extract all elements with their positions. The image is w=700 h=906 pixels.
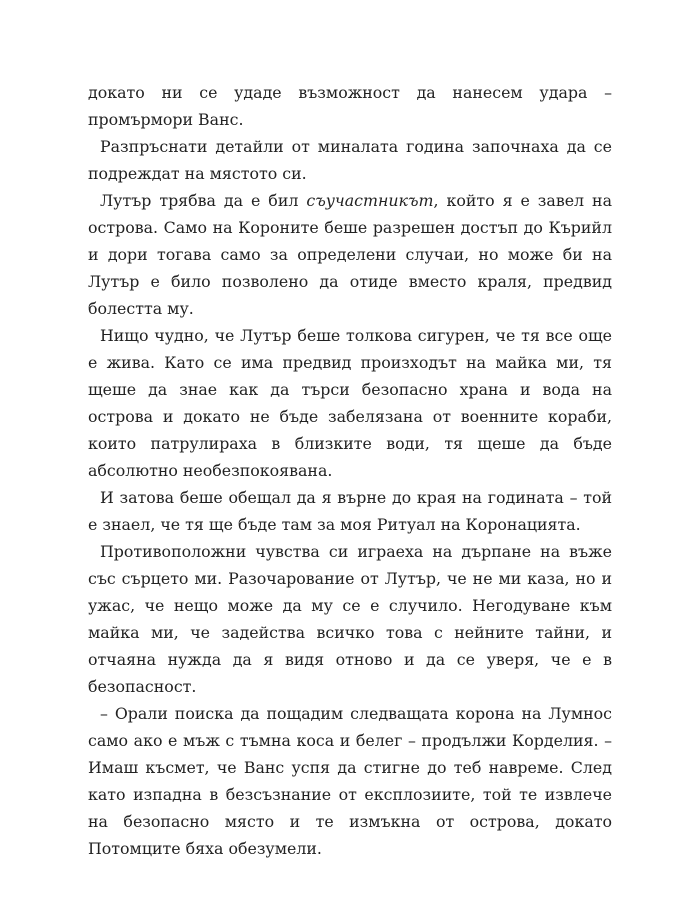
page-body	[88, 79, 612, 862]
paragraph-text: Лутър трябва да е бил	[100, 191, 307, 210]
paragraph-text: И затова беше обещал да я върне до края на годината – той е знаел, че тя ще бъде там за моя Ритуал на Коронацията.	[88, 488, 612, 534]
paragraph-2	[88, 133, 612, 187]
paragraph-text: Противоположни чувства си играеха на дърпане на въже със сърцето ми. Разочарование от Лутър, че не ми каза, но и ужас, че нещо може да му се е случило. Негодуване към майка ми, че задейства всичко това с нейните тайни, и отчаяна нужда да я видя отново и да се уверя, че е в безопасност.	[88, 542, 612, 696]
paragraph-text: Нищо чудно, че Лутър беше толкова сигурен, че тя все още е жива. Като се има предвид произходът на майка ми, тя щеше да знае как да търси безопасно храна и вода на острова и докато не бъде забелязана от военните кораби, които патрулираха в близките води, тя щеше да бъде абсолютно необезпокоявана.	[88, 326, 612, 480]
paragraph-text: Разпръснати детайли от миналата година започнаха да се подреждат на мястото си.	[88, 137, 612, 183]
italic-word: съучастникът	[306, 191, 434, 210]
paragraph-text: докато ни се удаде възможност да нанесем удара – промърмори Ванс.	[88, 83, 612, 129]
paragraph-3	[88, 187, 612, 322]
paragraph-4	[88, 322, 612, 484]
paragraph-text: , който я е завел на острова. Само на Короните беше разрешен достъп до Кърийл и дори тогава само за определени случаи, но може би на Лутър е било позволено да отиде вместо краля, предвид болестта му.	[88, 191, 612, 318]
paragraph-5	[88, 484, 612, 538]
paragraph-6	[88, 538, 612, 700]
paragraph-7	[88, 700, 612, 862]
paragraph-text: – Орали поиска да пощадим следващата корона на Лумнос само ако е мъж с тъмна коса и белег – продължи Корделия. – Имаш късмет, че Ванс успя да стигне до теб навреме. След като изпадна в безсъзнание от експлозиите, той те извлече на безопасно място и те измъкна от острова, докато Потомците бяха обезумели.	[88, 704, 612, 858]
paragraph-1	[88, 79, 612, 133]
